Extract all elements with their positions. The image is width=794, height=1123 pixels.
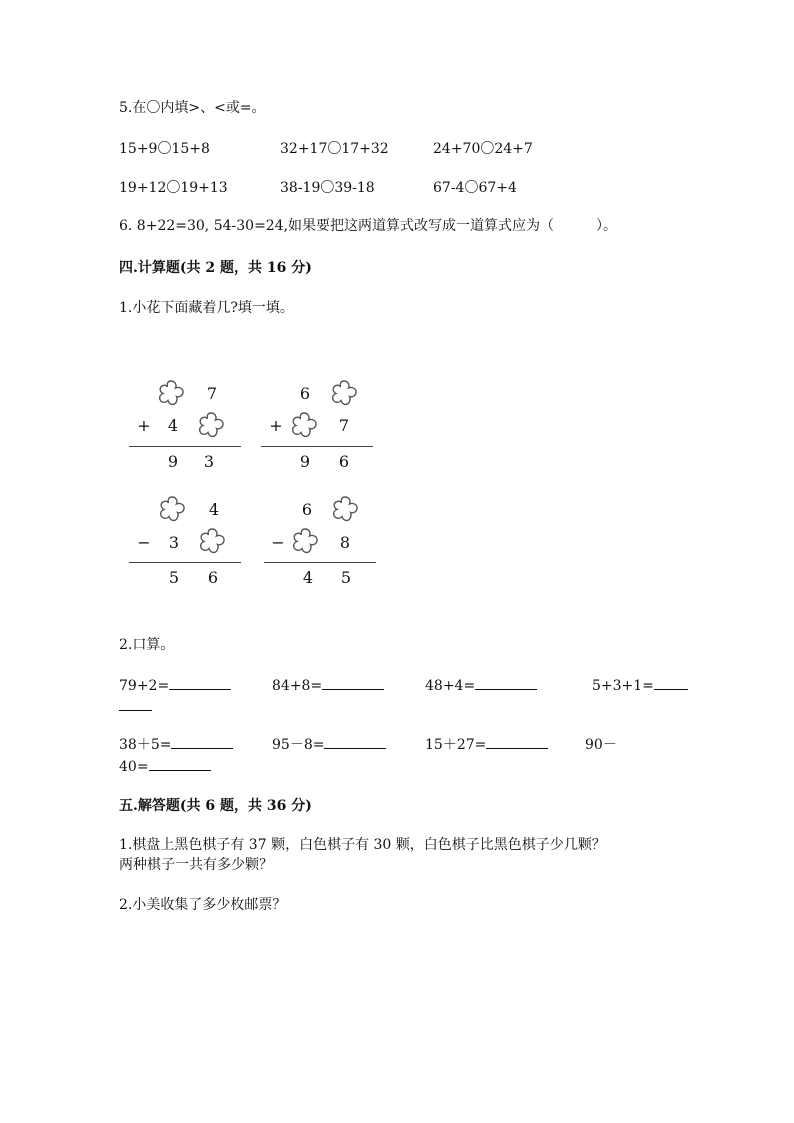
oral-expression: 95－8= — [272, 737, 325, 753]
oral-expression: 15＋27= — [425, 737, 487, 753]
digit: 6 — [299, 384, 311, 403]
digit: 6 — [207, 568, 219, 587]
oral-expression: 48+4= — [425, 678, 476, 694]
q5-1-line1: 1.棋盘上黑色棋子有 37 颗，白色棋子有 30 颗，白色棋子比黑色棋子少几颗？ — [119, 837, 606, 853]
answer-blank[interactable] — [119, 698, 152, 711]
digit: 5 — [340, 568, 352, 587]
compare-item: 67-4〇67+4 — [433, 180, 517, 196]
answer-blank[interactable] — [149, 758, 211, 771]
q5-1-line2: 两种棋子一共有多少颗？ — [119, 857, 273, 873]
q4-2-title: 2.口算。 — [119, 637, 175, 653]
compare-item: 24+70〇24+7 — [433, 141, 533, 157]
answer-blank[interactable] — [322, 677, 384, 690]
digit: 9 — [167, 452, 179, 471]
q5-title: 5.在〇内填>、<或=。 — [119, 100, 266, 116]
compare-item: 32+17〇17+32 — [280, 141, 389, 157]
answer-blank[interactable] — [486, 736, 548, 749]
vertical-problem-4 — [261, 488, 391, 598]
oral-expression: 38＋5= — [119, 737, 172, 753]
vertical-problem-2 — [258, 370, 388, 480]
oral-item — [425, 677, 537, 694]
q6-text: 6. 8+22=30, 54-30=24,如果要把这两道算式改写成一道算式应为（ ）。 — [119, 218, 618, 234]
difference-line — [129, 562, 241, 563]
answer-blank[interactable] — [324, 736, 386, 749]
digit: 3 — [168, 533, 180, 552]
difference-line — [264, 562, 376, 563]
operator: + — [137, 416, 151, 435]
sum-line — [261, 446, 373, 447]
flower-icon — [155, 377, 187, 409]
flower-icon — [288, 409, 320, 441]
oral-item — [425, 734, 548, 754]
oral-item-wrap — [119, 698, 152, 715]
operator: + — [269, 416, 283, 435]
digit: 3 — [203, 452, 215, 471]
oral-item-wrap — [119, 758, 211, 775]
oral-expression: 40= — [119, 759, 149, 775]
compare-item: 38-19〇39-18 — [280, 180, 375, 196]
answer-blank[interactable] — [171, 736, 233, 749]
oral-expression: 5+3+1= — [592, 678, 654, 694]
operator: − — [137, 533, 151, 552]
flower-icon — [328, 377, 360, 409]
sum-line — [129, 446, 241, 447]
oral-item — [119, 734, 233, 754]
digit: 9 — [299, 452, 311, 471]
answer-blank[interactable] — [654, 677, 688, 690]
digit: 4 — [208, 500, 220, 519]
oral-item — [592, 677, 688, 694]
oral-expression: 84+8= — [272, 678, 323, 694]
digit: 7 — [206, 384, 218, 403]
oral-item — [272, 734, 386, 754]
q5-2-text: 2.小美收集了多少枚邮票？ — [119, 897, 287, 913]
oral-item — [585, 734, 617, 754]
section5-heading: 五.解答题(共 6 题，共 36 分) — [119, 798, 312, 814]
digit: 4 — [167, 416, 179, 435]
q4-1-title: 1.小花下面藏着几?填一填。 — [119, 300, 294, 316]
answer-blank[interactable] — [169, 677, 231, 690]
flower-icon — [195, 409, 227, 441]
digit: 6 — [301, 500, 313, 519]
compare-item: 15+9〇15+8 — [119, 141, 210, 157]
vertical-problem-1 — [125, 370, 255, 480]
answer-blank[interactable] — [475, 677, 537, 690]
oral-item — [272, 677, 384, 694]
section4-heading: 四.计算题(共 2 题，共 16 分) — [119, 260, 312, 276]
digit: 5 — [168, 568, 180, 587]
flower-icon — [196, 525, 228, 557]
flower-icon — [156, 493, 188, 525]
oral-expression: 79+2= — [119, 678, 170, 694]
flower-icon — [289, 525, 321, 557]
digit: 4 — [302, 568, 314, 587]
digit: 8 — [339, 533, 351, 552]
vertical-problem-3 — [126, 488, 256, 598]
operator: − — [271, 533, 285, 552]
digit: 6 — [338, 452, 350, 471]
compare-item: 19+12〇19+13 — [119, 180, 228, 196]
flower-icon — [329, 493, 361, 525]
digit: 7 — [338, 416, 350, 435]
oral-expression: 90－ — [585, 737, 617, 753]
oral-item — [119, 677, 231, 694]
